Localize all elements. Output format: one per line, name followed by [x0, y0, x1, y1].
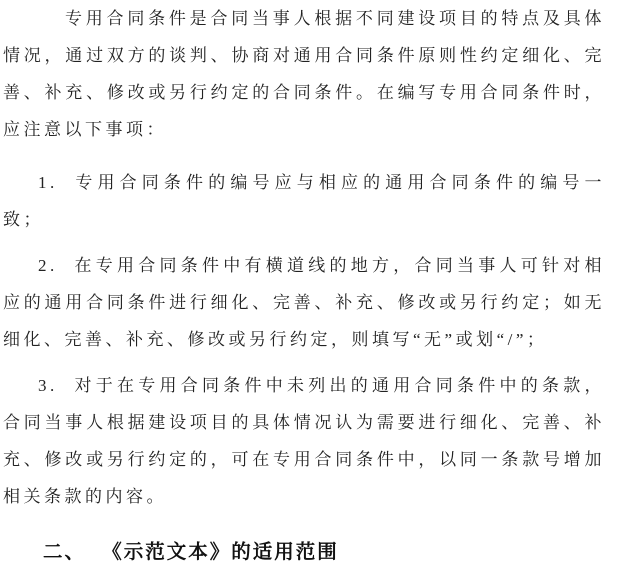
list-item-1: [3, 164, 605, 238]
list-item-3-number: 3.: [38, 376, 58, 395]
list-item-1-number: 1.: [38, 173, 58, 192]
list-item-3: [3, 367, 605, 515]
intro-paragraph: 专用合同条件是合同当事人根据不同建设项目的特点及具体情况，通过双方的谈判、协商对通用合同条件原则性约定细化、完善、补充、修改或另行约定的合同条件。在编写专用合同条件时，应注意以下事项：: [3, 9, 605, 139]
list-item-3-text: 对于在专用合同条件中未列出的通用合同条件中的条款，合同当事人根据建设项目的具体情况认为需要进行细化、完善、补充、修改或另行约定的，可在专用合同条件中，以同一条款号增加相关条款的内容。: [3, 376, 605, 506]
list-item-1-text: 专用合同条件的编号应与相应的通用合同条件的编号一致；: [3, 173, 605, 229]
list-item-2: [3, 247, 605, 358]
list-item-2-number: 2.: [38, 256, 58, 275]
section-heading: [43, 537, 605, 567]
section-heading-number: 二、: [43, 541, 87, 563]
section-heading-title: 《示范文本》的适用范围: [112, 541, 339, 563]
list-item-2-text: 在专用合同条件中有横道线的地方，合同当事人可针对相应的通用合同条件进行细化、完善、补充、修改或另行约定；如无细化、完善、补充、修改或另行约定，则填写“无”或划“/”；: [3, 256, 605, 349]
